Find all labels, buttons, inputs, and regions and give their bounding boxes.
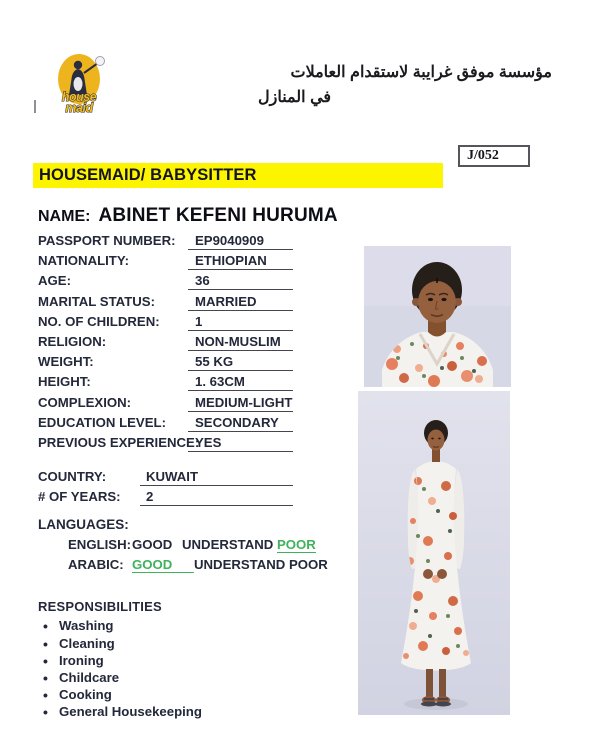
- field-row: [38, 273, 360, 293]
- level-understand: UNDERSTAND: [182, 537, 274, 553]
- level-good: GOOD: [132, 537, 173, 553]
- field-value: NON-MUSLIM: [188, 334, 293, 351]
- applicant-name: ABINET KEFENI HURUMA: [98, 205, 338, 226]
- responsibilities-title: RESPONSIBILITIES: [38, 599, 162, 615]
- field-row: [38, 294, 360, 314]
- field-row: [38, 334, 360, 354]
- field-value: EP9040909: [188, 233, 293, 250]
- list-item: [38, 704, 360, 721]
- level-understand: UNDERSTAND: [194, 557, 286, 573]
- level-good-marked: GOOD: [132, 557, 194, 573]
- responsibilities-list: [38, 618, 360, 721]
- language-label: ARABIC:: [68, 557, 124, 573]
- experience-fields: [38, 469, 360, 509]
- list-item: [38, 653, 360, 670]
- field-value: KUWAIT: [140, 469, 293, 486]
- field-label: NATIONALITY:: [38, 253, 130, 269]
- language-label: ENGLISH:: [68, 537, 132, 553]
- field-label: EDUCATION LEVEL:: [38, 414, 166, 430]
- scan-mark: [34, 100, 36, 113]
- field-value: MEDIUM-LIGHT: [188, 395, 293, 412]
- name-label: NAME:: [38, 208, 91, 225]
- logo-text-house: house: [61, 90, 97, 104]
- list-item-label: • General Housekeeping: [59, 704, 202, 720]
- field-label: PREVIOUS EXPERIENCE:: [38, 434, 200, 450]
- agency-name-line1: مؤسسة موفق غرايبة لاستقدام العاملات: [290, 64, 552, 81]
- field-value: 2: [140, 489, 293, 506]
- field-value: SECONDARY: [188, 415, 293, 432]
- housemaid-logo-icon: [55, 52, 109, 114]
- level-poor: POOR: [289, 557, 328, 573]
- agency-name-arabic: [258, 60, 552, 110]
- field-row: [38, 354, 360, 374]
- profile-details: [38, 205, 360, 722]
- field-row: [38, 233, 360, 253]
- list-item-label: • Childcare: [59, 670, 120, 685]
- field-label: COUNTRY:: [38, 469, 107, 485]
- field-value: YES: [188, 435, 293, 452]
- field-row: [38, 374, 360, 394]
- responsibilities-section: [38, 599, 360, 721]
- list-item: [38, 670, 360, 687]
- field-row: [38, 395, 360, 415]
- logo-text-maid: maid: [65, 101, 93, 114]
- languages-title: LANGUAGES:: [38, 517, 129, 533]
- field-label: AGE:: [38, 273, 71, 289]
- field-label: # OF YEARS:: [38, 489, 121, 505]
- level-poor-marked: POOR: [277, 537, 316, 553]
- field-value: MARRIED: [188, 294, 293, 311]
- document-title-banner: [33, 163, 443, 188]
- field-row: [38, 435, 360, 455]
- language-row-arabic: [38, 557, 360, 577]
- list-item: [38, 636, 360, 653]
- reference-number-box: [458, 145, 530, 167]
- field-label: NO. OF CHILDREN:: [38, 313, 160, 329]
- field-value: ETHIOPIAN: [188, 253, 293, 270]
- field-row: [38, 489, 360, 509]
- field-label: RELIGION:: [38, 333, 107, 349]
- agency-name-line2: في المنازل: [258, 89, 332, 106]
- field-label: WEIGHT:: [38, 354, 94, 370]
- portrait-photo: [364, 246, 511, 387]
- field-row: [38, 253, 360, 273]
- field-row: [38, 469, 360, 489]
- field-label: MARITAL STATUS:: [38, 293, 155, 309]
- list-item-label: • Ironing: [59, 652, 104, 668]
- field-value: 55 KG: [188, 354, 293, 371]
- list-item: [38, 618, 360, 635]
- languages-section: [38, 517, 360, 577]
- document-title: HOUSEMAID/ BABYSITTER: [39, 166, 257, 184]
- name-row: [38, 205, 360, 229]
- full-body-photo: [358, 391, 510, 715]
- field-label: HEIGHT:: [38, 374, 91, 390]
- list-item-label: • Cooking: [59, 687, 112, 703]
- field-value: 36: [188, 273, 293, 290]
- language-row-english: [38, 537, 360, 557]
- field-value: 1: [188, 314, 293, 331]
- list-item-label: • Washing: [59, 618, 114, 634]
- field-label: COMPLEXION:: [38, 394, 132, 410]
- list-item: [38, 687, 360, 704]
- reference-number: J/052: [467, 148, 499, 163]
- field-row: [38, 314, 360, 334]
- field-label: PASSPORT NUMBER:: [38, 233, 176, 248]
- profile-fields: [38, 233, 360, 455]
- field-row: [38, 415, 360, 435]
- list-item-label: • Cleaning: [59, 635, 115, 651]
- field-value: 1. 63CM: [188, 374, 293, 391]
